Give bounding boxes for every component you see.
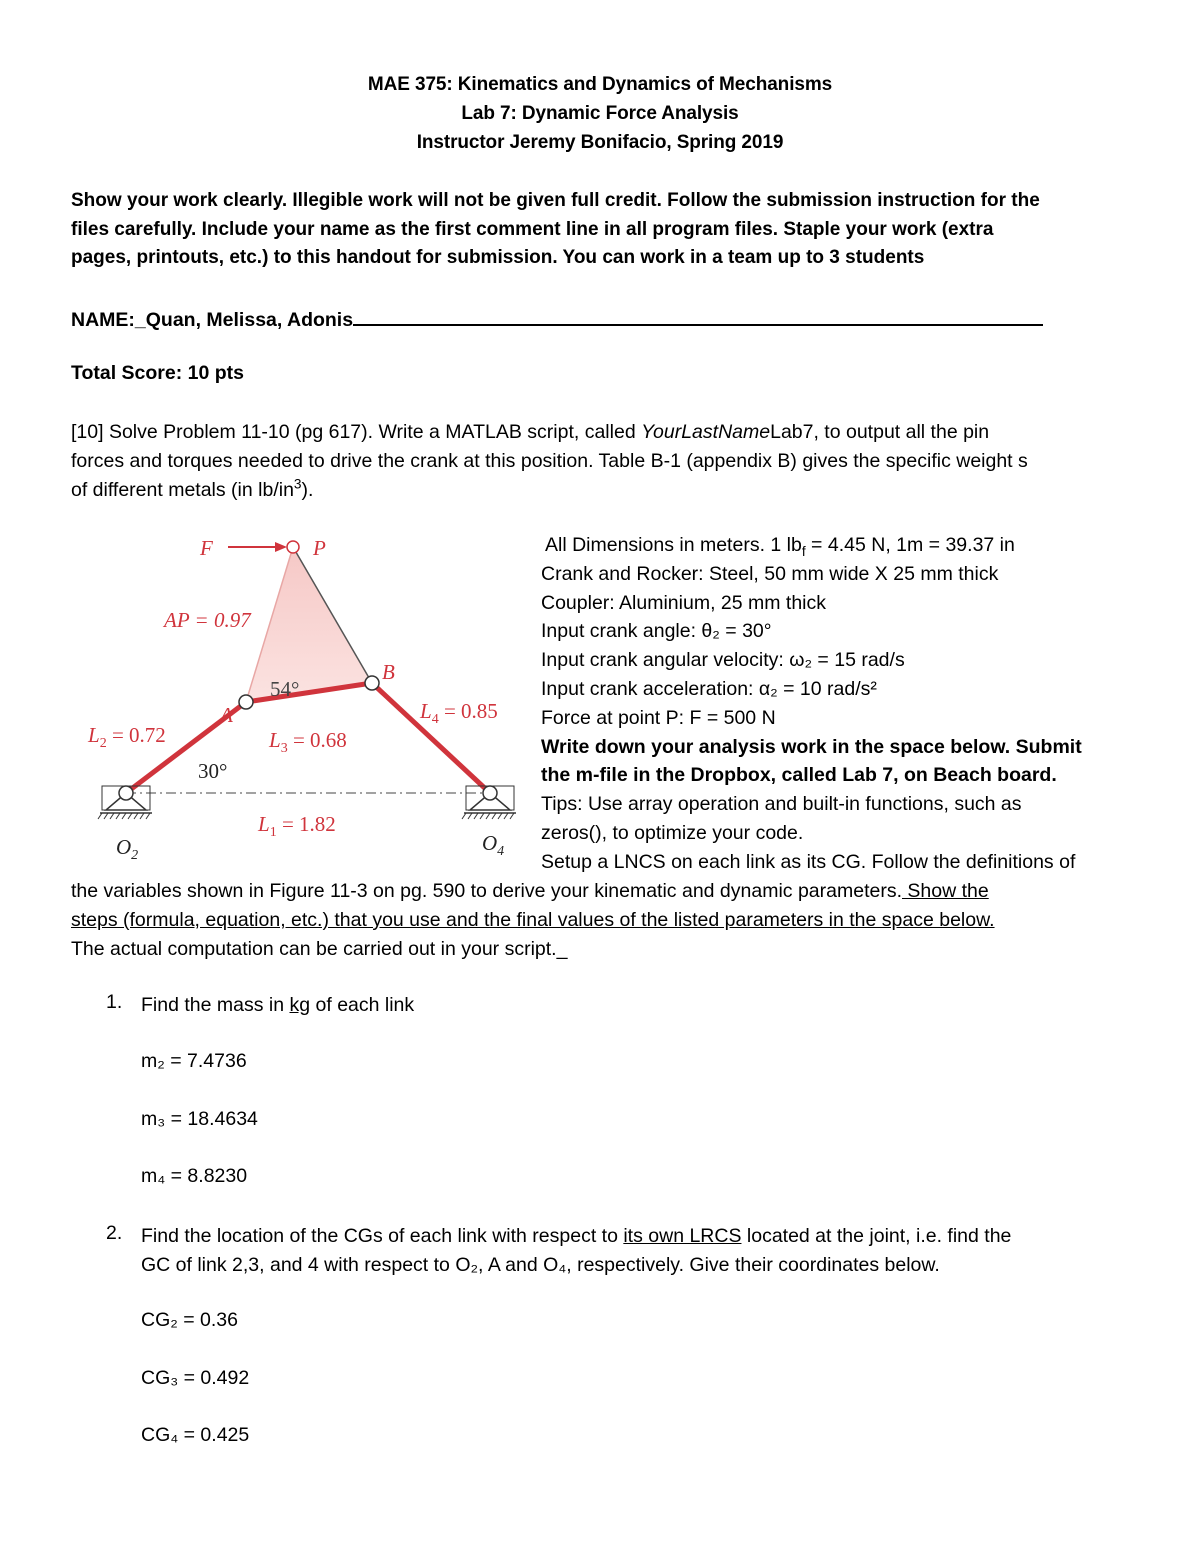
spec-units-pre: All Dimensions in meters. 1 lb bbox=[545, 534, 802, 556]
ground-support-o2 bbox=[98, 786, 152, 819]
problem-line-3-sup: 3 bbox=[293, 476, 302, 492]
q2-line-1-pre: Find the location of the CGs of each link with respect to bbox=[141, 1225, 624, 1247]
name-underline bbox=[353, 306, 1043, 326]
q1-text bbox=[141, 991, 414, 1020]
spec-zeros: zeros(), to optimize your code. bbox=[541, 821, 804, 844]
q2-line-1-underline: its own LRCS bbox=[623, 1225, 742, 1247]
spec-angular-velocity: Input crank angular velocity: ω₂ = 15 rad/s bbox=[541, 649, 905, 672]
q2-line-1 bbox=[141, 1222, 1011, 1251]
instructions-line-1: Show your work clearly. Illegible work will not be given full credit. Follow the submission instruction for the bbox=[71, 190, 1040, 211]
label-l1: $L_1 = 1.82$ bbox=[258, 812, 336, 840]
problem-line-1-post: Lab7, to output all the pin bbox=[770, 421, 990, 443]
q2-line-1-post: located at the joint, i.e. find the bbox=[741, 1225, 1012, 1247]
q2-text bbox=[141, 1222, 1011, 1280]
problem-line-1-pre: [10] Solve Problem 11-10 (pg 617). Write a MATLAB script, called bbox=[71, 421, 642, 443]
lab-title: Lab 7: Dynamic Force Analysis bbox=[461, 103, 739, 124]
label-l2: $L_2 = 0.72$ bbox=[88, 723, 166, 751]
continuation bbox=[71, 877, 995, 964]
label-o2: $O_2$ bbox=[116, 835, 139, 863]
spec-mfile: the m-file in the Dropbox, called Lab 7, on Beach board. bbox=[541, 764, 1057, 787]
spec-coupler: Coupler: Aluminium, 25 mm thick bbox=[541, 591, 827, 614]
point-p bbox=[287, 541, 299, 553]
answer-m4: m₄ = 8.8230 bbox=[141, 1165, 248, 1187]
label-l4: $L_4 = 0.85$ bbox=[420, 699, 498, 727]
answer-m2: m₂ = 7.4736 bbox=[141, 1050, 247, 1072]
instructions-line-3: pages, printouts, etc.) to this handout for submission. You can work in a team up to 3 students bbox=[71, 247, 925, 268]
spec-acceleration: Input crank acceleration: α₂ = 10 rad/s² bbox=[541, 677, 877, 700]
answer-cg2: CG₂ = 0.36 bbox=[141, 1309, 238, 1331]
continuation-line-1-underline: Show the bbox=[902, 880, 989, 902]
joint-a bbox=[239, 695, 253, 709]
q2-number: 2. bbox=[106, 1222, 123, 1244]
problem-line-1 bbox=[71, 418, 1028, 447]
problem-line-1-italic: YourLastName bbox=[641, 421, 771, 443]
label-angle-54: 54° bbox=[270, 677, 300, 701]
problem-line-3 bbox=[71, 476, 1028, 505]
label-f: F bbox=[200, 536, 213, 560]
spec-units bbox=[541, 531, 1082, 560]
instructions bbox=[71, 187, 1131, 273]
continuation-line-1-pre: the variables shown in Figure 11-3 on pg. 590 to derive your kinematic and dynamic parameters. bbox=[71, 880, 902, 902]
label-ap: AP = 0.97 bbox=[164, 608, 251, 632]
label-angle-30: 30° bbox=[198, 759, 228, 783]
ground-support-o4 bbox=[462, 786, 516, 819]
course-title: MAE 375: Kinematics and Dynamics of Mechanisms bbox=[367, 74, 833, 95]
problem-line-3-post: ). bbox=[301, 479, 314, 501]
spec-tips: Tips: Use array operation and built-in functions, such as bbox=[541, 793, 1022, 816]
q1-number: 1. bbox=[106, 991, 123, 1013]
answer-cg4: CG₄ = 0.425 bbox=[141, 1424, 250, 1446]
continuation-line-3: The actual computation can be carried out in your script._ bbox=[71, 938, 568, 960]
spec-units-sub: f bbox=[801, 543, 806, 559]
spec-units-post: = 4.45 N, 1m = 39.37 in bbox=[805, 534, 1015, 556]
total-score: Total Score: 10 pts bbox=[71, 362, 245, 384]
continuation-line-2: steps (formula, equation, etc.) that you use and the final values of the listed parameters in the space below. bbox=[71, 909, 995, 931]
problem-statement bbox=[71, 418, 1028, 505]
spec-write-down: Write down your analysis work in the space below. Submit bbox=[541, 735, 1082, 758]
joint-b bbox=[365, 676, 379, 690]
specs-column bbox=[541, 531, 1082, 877]
answer-cg3: CG₃ = 0.492 bbox=[141, 1367, 250, 1389]
problem-line-2: forces and torques needed to drive the crank at this position. Table B-1 (appendix B) gives the specific weight s bbox=[71, 450, 1028, 472]
label-a: A bbox=[220, 703, 233, 727]
q1-text-post: of each link bbox=[310, 994, 415, 1016]
label-o4: $O_4$ bbox=[482, 831, 505, 859]
instructor-line: Instructor Jeremy Bonifacio, Spring 2019 bbox=[416, 132, 784, 153]
spec-lncs: Setup a LNCS on each link as its CG. Follow the definitions of bbox=[541, 850, 1076, 873]
q2-line-2: GC of link 2,3, and 4 with respect to O₂, A and O₄, respectively. Give their coordinates below. bbox=[141, 1254, 940, 1276]
continuation-line-1 bbox=[71, 877, 995, 906]
label-p: P bbox=[313, 536, 326, 560]
name-field bbox=[71, 306, 1043, 332]
q1-text-pre: Find the mass in bbox=[141, 994, 290, 1016]
spec-force: Force at point P: F = 500 N bbox=[541, 706, 776, 729]
name-label: NAME:_Quan, Melissa, Adonis bbox=[71, 309, 354, 331]
label-l3: $L_3 = 0.68$ bbox=[269, 728, 347, 756]
instructions-line-2: files carefully. Include your name as the first comment line in all program files. Staple your work (extra bbox=[71, 218, 994, 240]
answer-m3: m₃ = 18.4634 bbox=[141, 1108, 258, 1130]
force-arrow-head bbox=[275, 542, 287, 552]
spec-crank-rocker: Crank and Rocker: Steel, 50 mm wide X 25 mm thick bbox=[541, 562, 999, 585]
mechanism-figure bbox=[80, 525, 540, 865]
label-b: B bbox=[382, 660, 395, 684]
spec-crank-angle: Input crank angle: θ₂ = 30° bbox=[541, 620, 772, 643]
q1-text-underline: kg bbox=[289, 994, 311, 1016]
problem-line-3-pre: of different metals (in lb/in bbox=[71, 479, 294, 501]
coupler-plate bbox=[246, 547, 372, 702]
